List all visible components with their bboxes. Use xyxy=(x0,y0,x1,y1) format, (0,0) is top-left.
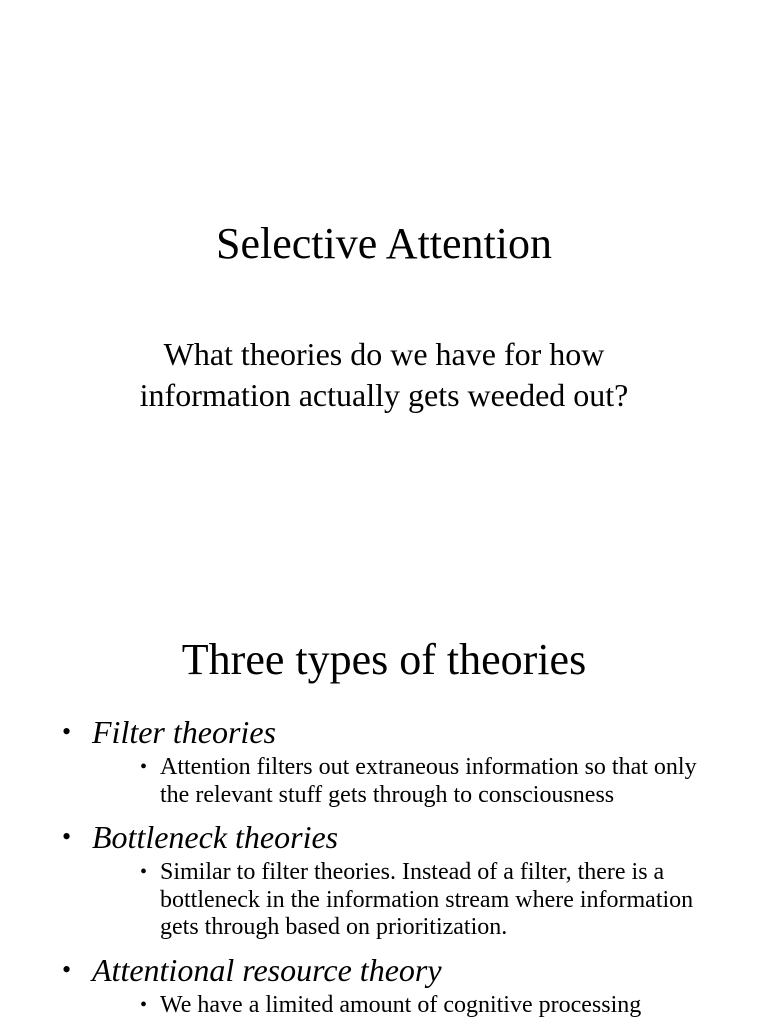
bullet-heading xyxy=(0,712,768,752)
list-item xyxy=(0,950,768,1020)
bullet-heading-text: Filter theories xyxy=(92,714,276,750)
bullet-heading xyxy=(0,817,768,857)
slide-title: Selective Attention xyxy=(215,219,553,268)
bullet-icon: • xyxy=(62,954,72,984)
bullet-heading xyxy=(0,950,768,990)
sub-bullet-text: Attention filters out extraneous information so that only the relevant stuff gets through to consciousness xyxy=(160,754,697,808)
slide-subtitle: What theories do we have for how information actually gets weeded out? xyxy=(139,336,629,413)
bullet-icon: • xyxy=(140,993,148,1016)
bullet-icon: • xyxy=(62,822,72,851)
sub-bullet-text: We have a limited amount of cognitive processing xyxy=(160,991,642,1018)
bullet-icon: • xyxy=(140,861,148,883)
sub-bullet xyxy=(0,859,768,942)
sub-bullet-text: Similar to filter theories. Instead of a filter, there is a bottleneck in the information stream where information gets through based on prioritization. xyxy=(160,859,694,940)
list-item xyxy=(0,712,768,809)
bullet-heading-text: Attentional resource theory xyxy=(92,951,442,988)
bullet-list xyxy=(0,712,768,1024)
slide-2 xyxy=(0,576,768,1024)
sub-bullet xyxy=(0,754,768,809)
list-item xyxy=(0,817,768,942)
bullet-heading-text: Bottleneck theories xyxy=(92,819,339,855)
slide-title: Three types of theories xyxy=(181,635,587,684)
bullet-icon: • xyxy=(140,756,148,778)
sub-bullet xyxy=(0,992,768,1020)
bullet-icon: • xyxy=(62,717,72,746)
